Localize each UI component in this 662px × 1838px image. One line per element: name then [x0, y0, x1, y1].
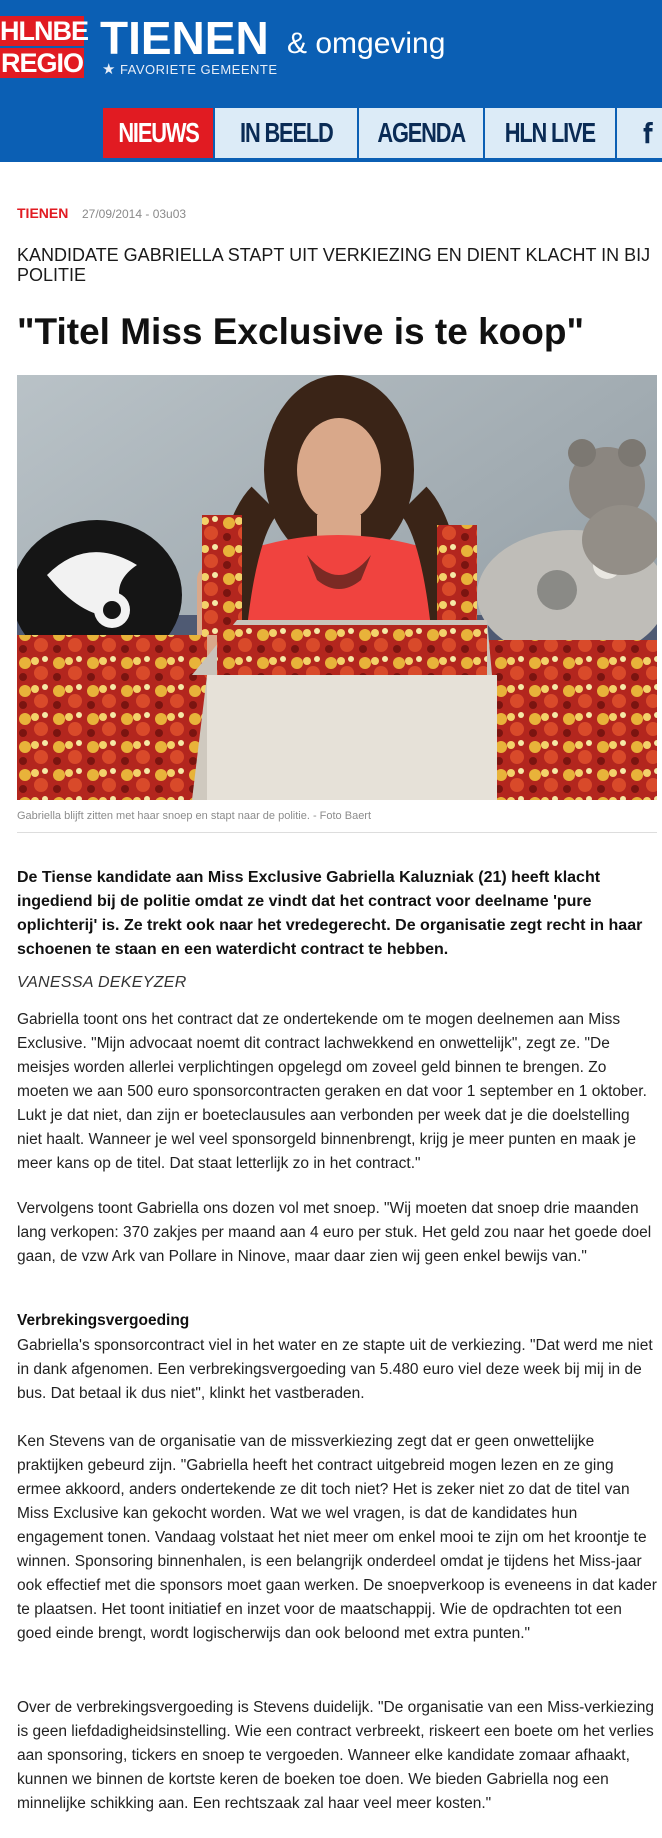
- article-paragraph: Gabriella toont ons het contract dat ze ondertekende om te mogen deelnemen aan Miss Exclusive. "Mijn advocaat noemt dit contract lachwekkend en onwettelijk", zegt ze. "De meisjes worden allerlei verplichtingen opgelegd om zoveel geld binnen te brengen. Zo moeten we aan 500 euro sponsorcontracten geraken en dat voor 1 september en 1 oktober. Lukt je dat niet, dan zijn er boeteclausules aan verbonden per week dat je die doelstelling niet haalt. Wanneer je wel veel sponsorgeld binnenbrengt, krijg je meer punten en maak je meer kans op de titel. Dat staat letterlijk zo in het contract.": [17, 1011, 647, 1172]
- favorite-label: FAVORIETE GEMEENTE: [119, 62, 278, 77]
- logo-line-1: HLNBE: [0, 16, 88, 46]
- city-suffix: & omgeving: [287, 27, 446, 60]
- article-paragraph: Gabriella's sponsorcontract viel in het water en ze stapte uit de verkiezing. "Dat werd me niet in dank afgenomen. Een verbrekingsvergoeding van 5.480 euro viel deze week bij mij in de bus. Dat betaal ik dus niet", klinkt het vastberaden.: [17, 1337, 653, 1402]
- article-paragraph: Vervolgens toont Gabriella ons dozen vol met snoep. "Wij moeten dat snoep drie maanden lang verkopen: 370 zakjes per maand aan 4 euro per stuk. Het geld zou naar het goede doel gaan, de vzw Ark van Pollare in Ninove, maar daar zien wij geen enkel bewijs van.": [17, 1200, 652, 1265]
- article-author: VANESSA DEKEYZER: [17, 974, 187, 991]
- article-headline: "Titel Miss Exclusive is te koop": [17, 311, 584, 352]
- nav-item-in-beeld[interactable]: IN BEELD: [215, 108, 357, 158]
- photo-illustration: [17, 375, 657, 800]
- facebook-icon[interactable]: f: [617, 108, 662, 158]
- hln-regio-logo[interactable]: [0, 16, 88, 80]
- nav-item-hln-live[interactable]: HLN LIVE: [485, 108, 615, 158]
- article-lead: De Tiense kandidate aan Miss Exclusive Gabriella Kaluzniak (21) heeft klacht ingediend bij de politie omdat ze vindt dat het contract voor deelname 'pure oplichterij' is. Ze trekt ook naar het vredegerecht. De organisatie zegt recht in haar schoenen te staan en een waterdicht contract te hebben.: [17, 869, 643, 958]
- article-photo[interactable]: [17, 375, 657, 800]
- article-paragraph: Ken Stevens van de organisatie van de missverkiezing zegt dat er geen onwettelijke praktijken gebeurd zijn. "Gabriella heeft het contract uitgebreid mogen lezen en ze ging ermee akkoord, anders ondertekende ze dit toch niet? Het is zeker niet zo dat de titel van Miss Exclusive kan gekocht worden. Wat we wel vragen, is dat de kandidates hun engagement tonen. Vandaag volstaat het niet meer om enkel mooi te zijn om het kroontje te winnen. Sponsoring binnenhalen, is een belangrijk onderdeel omdat je tijdens het Miss-jaar ook effectief met die sponsors moet gaan werken. De snoepverkoop is eveneens in dat kader te plaatsen. Het toont initiatief en inzet voor de maatschappij. Wie de opdrachten tot een goed einde brengt, wordt logischerwijs dan ook beloond met extra punten.": [17, 1433, 657, 1642]
- article-paragraph: Over de verbrekingsvergoeding is Stevens duidelijk. "De organisatie van een Miss-verkiezing is geen liefdadigheidsinstelling. Wie een contract verbreekt, riskeert een boete om het verlies aan sponsoring, tickers en snoep te vergoeden. Wanneer elke kandidate zomaar afhaakt, kunnen we binnen de kortste keren de boeken toe doen. We bieden Gabriella nog een minnelijke schikking aan. Een rechtszaak zal haar veel meer kosten.": [17, 1699, 655, 1812]
- divider: [17, 832, 657, 833]
- nav-item-agenda[interactable]: AGENDA: [359, 108, 483, 158]
- article-kicker: KANDIDATE GABRIELLA STAPT UIT VERKIEZING EN DIENT KLACHT IN BIJ POLITIE: [17, 245, 651, 285]
- article-meta: [17, 205, 186, 221]
- logo-line-2: REGIO: [0, 48, 83, 78]
- article-date: 27/09/2014 - 03u03: [81, 207, 187, 221]
- star-icon: ★: [102, 61, 116, 78]
- main-nav: [103, 108, 662, 158]
- site-header: [0, 0, 662, 162]
- article-subhead: Verbrekingsvergoeding: [17, 1312, 190, 1329]
- article-city[interactable]: TIENEN: [17, 205, 69, 221]
- favorite-municipality[interactable]: [102, 62, 278, 78]
- city-title[interactable]: TIENEN: [100, 12, 269, 64]
- photo-caption: Gabriella blijft zitten met haar snoep en stapt naar de politie. - Foto Baert: [17, 810, 372, 822]
- nav-item-nieuws[interactable]: NIEUWS: [103, 108, 213, 158]
